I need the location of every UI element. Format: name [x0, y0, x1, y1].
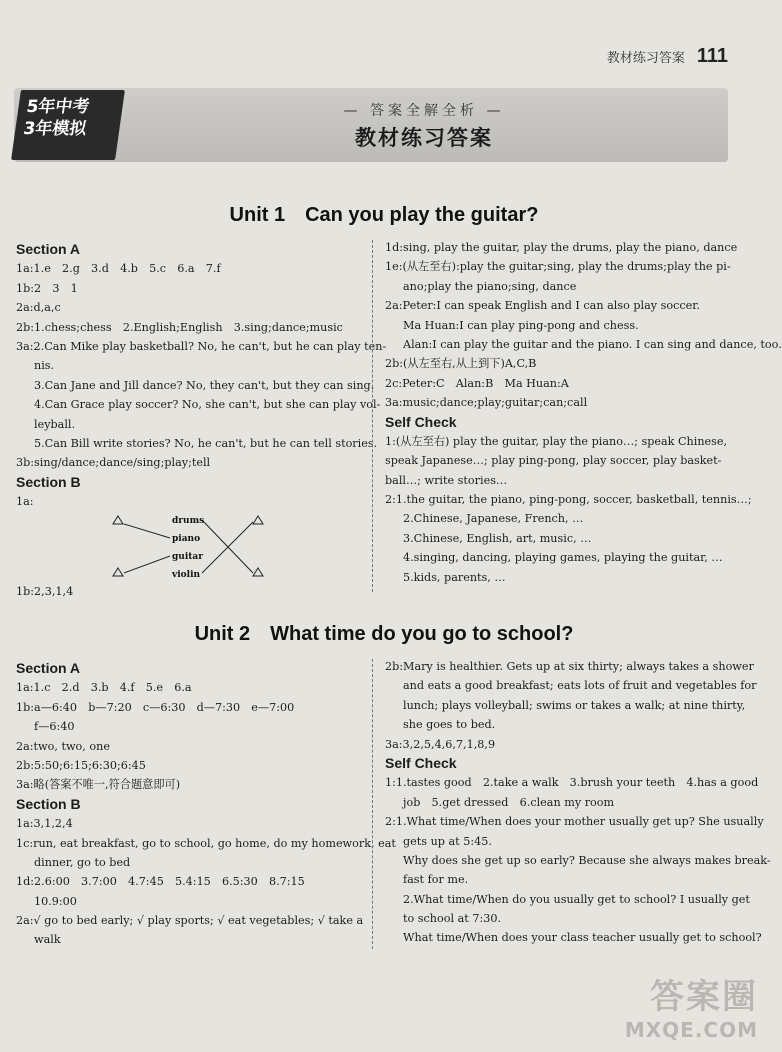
- match-word-violin: violin: [172, 570, 201, 580]
- answer-line: 2c:Peter:C Alan:B Ma Huan:A: [385, 376, 569, 390]
- answer-line: 1:(从左至右) play the guitar, play the piano…; speak Chinese,: [385, 434, 728, 448]
- answer-line: 5.Can Bill write stories? No, he can't, but he can tell stories.: [34, 436, 378, 450]
- answer-line: 3b:sing/dance;dance/sing;play;tell: [16, 456, 211, 470]
- answer-line: dinner, go to bed: [34, 855, 131, 869]
- answer-line: fast for me.: [403, 873, 469, 887]
- answer-line: job 5.get dressed 6.clean my room: [403, 795, 615, 809]
- answer-line: speak Japanese…; play ping-pong, play soccer, play basket-: [385, 454, 722, 468]
- logo-line-1: 5年中考: [25, 97, 91, 117]
- answer-line: 4.Can Grace play soccer? No, she can't, but she can play vol-: [34, 398, 381, 412]
- answer-line: 2.Chinese, Japanese, French, …: [403, 512, 584, 526]
- answer-line: 1:1.tastes good 2.take a walk 3.brush your teeth 4.has a good: [385, 776, 759, 790]
- answer-line: lunch; plays volleyball; swims or takes a walk; at nine thirty,: [403, 698, 746, 712]
- watermark-line-2: MXQE.COM: [624, 1018, 758, 1042]
- answer-line: to school at 7:30.: [403, 912, 502, 926]
- section-heading: Section A: [16, 241, 81, 257]
- header-label: 教材练习答案: [606, 51, 685, 66]
- answer-line: and eats a good breakfast; eats lots of fruit and vegetables for: [403, 679, 757, 693]
- brand-logo: [11, 90, 125, 160]
- column-divider: [372, 240, 373, 592]
- answer-line: 3a:2.Can Mike play basketball? No, he can't, but he can play ten-: [16, 339, 387, 353]
- answer-line: 1a:: [16, 495, 34, 509]
- answer-line: ball…; write stories…: [385, 473, 508, 487]
- unit2-title: Unit 2 What time do you go to school?: [194, 623, 574, 645]
- unit1-after-diagram: [16, 582, 364, 601]
- answer-line: 2a:two, two, one: [16, 739, 110, 753]
- match-word-drums: drums: [172, 516, 205, 526]
- column-divider: [372, 659, 373, 949]
- answer-line: gets up at 5:45.: [403, 834, 492, 848]
- answer-line: Why does she get up so early? Because she always makes break-: [403, 853, 771, 867]
- answer-line: 10.9:00: [34, 894, 77, 908]
- match-line: [124, 524, 170, 538]
- section-heading: Section B: [16, 473, 81, 490]
- triangle-icon: [113, 568, 123, 576]
- answer-line: 3a:略(答案不唯一,符合题意即可): [16, 778, 181, 792]
- match-line: [124, 556, 170, 573]
- watermark-line-1: 答案圈: [650, 977, 758, 1017]
- answer-line: Ma Huan:I can play ping-pong and chess.: [403, 318, 639, 332]
- triangle-icon: [253, 568, 263, 576]
- triangle-icon: [253, 516, 263, 524]
- match-word-guitar: guitar: [172, 552, 203, 562]
- answer-line: 1d:2.6:00 3.7:00 4.7:45 5.4:15 6.5:30 8.7:15: [16, 875, 305, 889]
- unit1-title: Unit 1 Can you play the guitar?: [229, 204, 539, 226]
- answer-line: leyball.: [34, 417, 76, 431]
- answer-line: 2.What time/When do you usually get to school? I usually get: [403, 892, 750, 906]
- answer-line: 1d:sing, play the guitar, play the drums, play the piano, dance: [385, 241, 738, 254]
- answer-line: 3.Chinese, English, art, music, …: [403, 531, 592, 545]
- page-number: 111: [696, 45, 728, 67]
- answer-line: Alan:I can play the guitar and the piano. I can sing and dance, too.: [403, 337, 782, 351]
- answer-line: 2:1.What time/When does your mother usually get up? She usually: [385, 815, 764, 829]
- answer-line: 2b:(从左至右,从上到下)A,C,B: [385, 357, 537, 371]
- answer-line: f—6:40: [34, 720, 75, 734]
- answer-line: 1e:(从左至右):play the guitar;sing, play the drums;play the pi-: [385, 260, 731, 274]
- unit1-left-column: [16, 240, 387, 511]
- answer-line: 4.singing, dancing, playing games, playing the guitar, …: [403, 551, 723, 565]
- answer-line: walk: [34, 933, 61, 947]
- answer-line: What time/When does your class teacher usually get to school?: [403, 931, 762, 945]
- page-header: [607, 44, 728, 66]
- unit1-right-column: [385, 238, 782, 587]
- section-heading: Section B: [16, 795, 81, 812]
- answer-line: nis.: [34, 359, 55, 373]
- answer-line: 2a:Peter:I can speak English and I can also play soccer.: [385, 299, 700, 313]
- answer-line: 5.kids, parents, …: [403, 570, 506, 584]
- section-heading: Self Check: [385, 413, 457, 430]
- answer-line: 1a:1.e 2.g 3.d 4.b 5.c 6.a 7.f: [16, 262, 221, 276]
- banner-title: 教材练习答案: [355, 126, 493, 150]
- answer-line: 1c:run, eat breakfast, go to school, go home, do my homework, eat: [16, 836, 396, 850]
- answer-line: 2b:Mary is healthier. Gets up at six thirty; always takes a shower: [385, 660, 754, 673]
- answer-line: 2a:√ go to bed early; √ play sports; √ eat vegetables; √ take a: [16, 914, 364, 928]
- answer-line: ano;play the piano;sing, dance: [403, 279, 577, 293]
- banner-subtitle: — 答案全解全析 —: [343, 103, 505, 119]
- answer-line: 3a:3,2,5,4,6,7,1,8,9: [385, 737, 496, 751]
- answer-line: 1b:2 3 1: [16, 281, 78, 295]
- triangle-icon: [113, 516, 123, 524]
- answer-line: 2b:5:50;6:15;6:30;6:45: [16, 758, 146, 772]
- section-heading: Self Check: [385, 754, 457, 771]
- logo-line-2: 3年模拟: [22, 119, 88, 139]
- unit2-right-column: [385, 657, 771, 948]
- answer-line: 2a:d,a,c: [16, 301, 61, 315]
- answer-line: 3.Can Jane and Jill dance? No, they can't, but they can sing.: [34, 378, 375, 392]
- answer-line: 1a:1.c 2.d 3.b 4.f 5.e 6.a: [16, 681, 192, 695]
- answer-line: 3a:music;dance;play;guitar;can;call: [385, 396, 588, 410]
- answer-line: 1b:a—6:40 b—7:20 c—6:30 d—7:30 e—7:00: [16, 700, 295, 714]
- answer-line: 2b:1.chess;chess 2.English;English 3.sing;dance;music: [16, 320, 343, 334]
- match-word-piano: piano: [172, 534, 201, 544]
- answer-line: she goes to bed.: [403, 718, 496, 732]
- answer-line: 1b:2,3,1,4: [16, 585, 74, 598]
- section-heading: Section A: [16, 660, 81, 676]
- answer-line: 2:1.the guitar, the piano, ping-pong, soccer, basketball, tennis…;: [385, 493, 752, 507]
- unit2-left-column: [16, 659, 396, 950]
- watermark: [625, 969, 758, 1042]
- answer-line: 1a:3,1,2,4: [16, 817, 73, 831]
- matching-diagram: [110, 510, 270, 580]
